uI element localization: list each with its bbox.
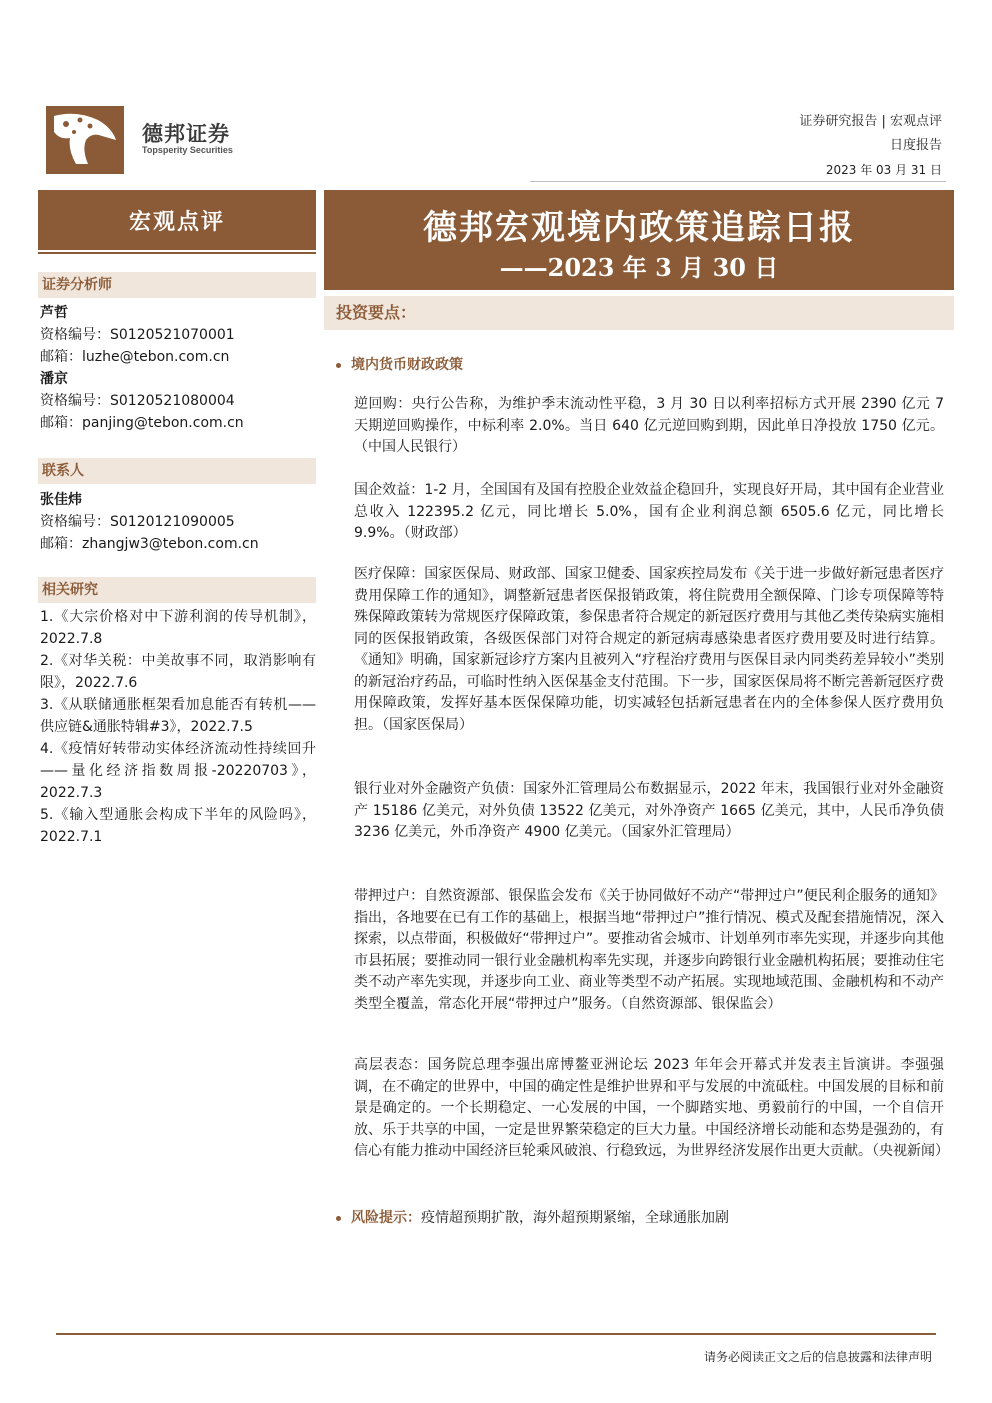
- analysts-heading: 证券分析师: [38, 272, 316, 298]
- brand-name-cn: 德邦证券: [142, 122, 230, 146]
- company-logo: [46, 106, 124, 174]
- research-item[interactable]: 5.《输入型通胀会构成下半年的风险吗》，2022.7.1: [40, 807, 316, 845]
- risk-warning: [336, 1207, 729, 1227]
- bullet-icon: [336, 1216, 341, 1221]
- brand-name-en: Topsperity Securities: [142, 145, 233, 155]
- title-banner: [324, 190, 954, 290]
- risk-text: 疫情超预期扩散，海外超预期紧缩，全球通胀加剧: [421, 1210, 729, 1226]
- invest-heading: 投资要点：: [324, 296, 954, 330]
- footer-divider: [56, 1333, 936, 1335]
- research-item[interactable]: 2.《对华关税：中美故事不同，取消影响有限》，2022.7.6: [40, 653, 316, 691]
- analyst-name: 芦哲: [40, 305, 68, 321]
- section-heading: [336, 354, 463, 374]
- contact-block: [40, 489, 316, 555]
- research-list: [40, 606, 316, 848]
- paragraph-mortgage-transfer: 带押过户：自然资源部、银保监会发布《关于协同做好不动产“带押过户”便民利企服务的通知》指出，各地要在已有工作的基础上，根据当地“带押过户”推行情况、模式及配套措施情况，深入探索，以点带面，积极做好“带押过户”。要推动省会城市、计划单列市率先实现，并逐步向其他市县拓展；要推动同一银行业金融机构率先实现，并逐步向跨银行业金融机构拓展；要推动住宅类不动产率先实现，并逐步向工业、商业等类型不动产拓展。实现地域范围、金融机构和不动产类型全覆盖，常态化开展“带押过户”服务。（自然资源部、银保监会）: [354, 888, 944, 1012]
- analyst-email[interactable]: 邮箱：luzhe@tebon.com.cn: [40, 349, 230, 365]
- contact-cert: 资格编号：S0120121090005: [40, 514, 235, 530]
- contact-name: 张佳炜: [40, 492, 82, 508]
- contact-email[interactable]: 邮箱：zhangjw3@tebon.com.cn: [40, 536, 259, 552]
- research-item[interactable]: 3.《从联储通胀框架看加息能否有转机——供应链&通胀特辑#3》，2022.7.5: [40, 697, 316, 735]
- research-item[interactable]: 4.《疫情好转带动实体经济流动性持续回升——量化经济指数周报-20220703》，2022.7.3: [40, 741, 316, 801]
- analyst-name: 潘京: [40, 371, 68, 387]
- report-subtitle: ——2023 年 3 月 30 日: [499, 253, 779, 282]
- analyst-cert: 资格编号：S0120521070001: [40, 327, 235, 343]
- research-item[interactable]: 1.《大宗价格对中下游利润的传导机制》，2022.7.8: [40, 609, 316, 647]
- bullet-icon: [336, 363, 341, 368]
- analysts-block: [40, 302, 316, 434]
- section-heading-text: 境内货币财政政策: [351, 357, 463, 373]
- paragraph-soe-profit: 国企效益：1-2 月，全国国有及国有控股企业效益企稳回升，实现良好开局，其中国有企业营业总收入 122395.2 亿元，同比增长 5.0%，国有企业利润总额 6505.6 亿元，同比增长 9.9%。（财政部）: [354, 482, 944, 541]
- header-divider: [530, 181, 946, 182]
- paragraph-medical: 医疗保障：国家医保局、财政部、国家卫健委、国家疾控局发布《关于进一步做好新冠患者医疗费用保障工作的通知》，调整新冠患者医保报销政策，将住院费用全额保障、门诊专项保障等特殊保障政策转为常规医疗保障政策，参保患者符合规定的新冠医疗费用与其他乙类传染病实施相同的医保报销政策，各级医保部门对符合规定的新冠病毒感染患者医疗费用要及时进行结算。《通知》明确，国家新冠诊疗方案内且被列入“疗程治疗费用与医保目录内同类药差异较小”类别的新冠治疗药品，可临时性纳入医保基金支付范围。下一步，国家医保局将不断完善新冠医疗费用保障政策，发挥好基本医保保障功能，切实减轻包括新冠患者在内的全体参保人医疗费用负担。（国家医保局）: [354, 566, 944, 733]
- risk-label: 风险提示：: [351, 1210, 421, 1226]
- paragraph-bank-assets: 银行业对外金融资产负债：国家外汇管理局公布数据显示，2022 年末，我国银行业对外金融资产 15186 亿美元，对外负债 13522 亿美元，对外净资产 1665 亿美元，其中，人民币净负债 3236 亿美元，外币净资产 4900 亿美元。（国家外汇管理局）: [354, 781, 944, 840]
- paragraph-leadership: 高层表态：国务院总理李强出席博鳌亚洲论坛 2023 年年会开幕式并发表主旨演讲。李强强调，在不确定的世界中，中国的确定性是维护世界和平与发展的中流砥柱。中国发展的目标和前景是确定的。一个长期稳定、一心发展的中国，一个脚踏实地、勇毅前行的中国，一个自信开放、乐于共享的中国，一定是世界繁荣稳定的巨大力量。中国经济增长动能和态势是强劲的，有信心有能力推动中国经济巨轮乘风破浪、行稳致远，为世界经济发展作出更大贡献。（央视新闻）: [354, 1057, 949, 1159]
- research-heading: 相关研究: [38, 577, 316, 603]
- report-frequency: 日度报告: [889, 138, 942, 153]
- category-banner: 宏观点评: [38, 190, 316, 250]
- contact-heading: 联系人: [38, 458, 316, 484]
- footer-disclaimer: 请务必阅读正文之后的信息披露和法律声明: [703, 1350, 932, 1364]
- report-date: 2023 年 03 月 31 日: [825, 163, 942, 177]
- analyst-email[interactable]: 邮箱：panjing@tebon.com.cn: [40, 415, 244, 431]
- report-type: 证券研究报告 | 宏观点评: [799, 114, 942, 129]
- analyst-cert: 资格编号：S0120521080004: [40, 393, 235, 409]
- report-title: 德邦宏观境内政策追踪日报: [423, 208, 855, 248]
- paragraph-reverse-repo: 逆回购：央行公告称，为维护季末流动性平稳，3 月 30 日以利率招标方式开展 2390 亿元 7 天期逆回购操作，中标利率 2.0%。当日 640 亿元逆回购到期，因此单日净投放 1750 亿元。（中国人民银行）: [354, 396, 944, 455]
